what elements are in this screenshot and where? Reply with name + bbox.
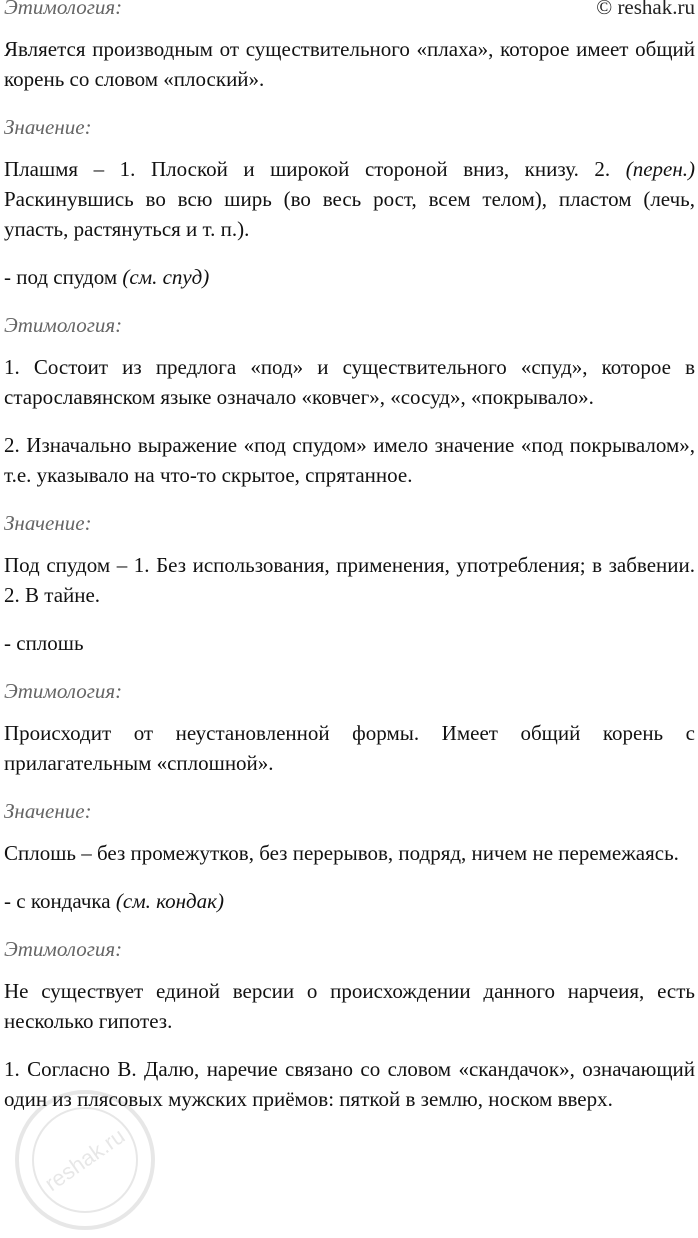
meaning-text-part: Плашмя – 1. Плоской и широкой стороной вниз, книзу. 2. (4, 157, 611, 181)
etymology-text-s-kondachka-1: 1. Согласно В. Далю, наречие связано со словом «скандачок», означающий один из плясовых мужских приёмов: пяткой в землю, носком вверх. (4, 1057, 695, 1111)
document-body (4, 0, 695, 1114)
term-pod-spudom (4, 262, 695, 292)
etymology-text-plashmya: Является производным от существительного «плаха», которое имеет общий корень со словом «плоский». (4, 37, 695, 91)
watermark-text: © reshak.ru (596, 0, 695, 19)
term-splosh: - сплошь (4, 631, 84, 655)
etymology-text-pod-spudom-1: 1. Состоит из предлога «под» и существительного «спуд», которое в старославянском языке означало «ковчег», «сосуд», «покрывало». (4, 355, 695, 409)
meaning-label: Значение: (4, 799, 92, 823)
meaning-text-part: Раскинувшись во всю ширь (во весь рост, всем телом), пластом (лечь, упасть, растянуться и т. п.). (4, 187, 695, 241)
etymology-label: Этимология: (4, 0, 123, 19)
term-note: (см. спуд) (122, 265, 210, 289)
etymology-text-splosh: Происходит от неустановленной формы. Имеет общий корень с прилагательным «сплошной». (4, 721, 695, 775)
etymology-text-pod-spudom-2: 2. Изначально выражение «под спудом» имело значение «под покрывалом», т.е. указывало на что-то скрытое, спрятанное. (4, 433, 695, 487)
stamp-text: reshak.ru (39, 1123, 130, 1197)
meaning-label: Значение: (4, 511, 92, 535)
term-s-kondachka (4, 886, 695, 916)
etymology-label: Этимология: (4, 937, 123, 961)
meaning-text-plashmya (4, 154, 695, 244)
meaning-text-pod-spudom: Под спудом – 1. Без использования, применения, употребления; в забвении. 2. В тайне. (4, 553, 695, 607)
term-text: - с кондачка (4, 889, 111, 913)
term-note: (см. кондак) (115, 889, 224, 913)
meaning-note: (перен.) (625, 157, 695, 181)
meaning-text-splosh: Сплошь – без промежутков, без перерывов, подряд, ничем не перемежаясь. (4, 841, 679, 865)
meaning-label: Значение: (4, 115, 92, 139)
etymology-text-s-kondachka: Не существует единой версии о происхождении данного нарчеия, есть несколько гипотез. (4, 979, 695, 1033)
term-text: - под спудом (4, 265, 118, 289)
etymology-label: Этимология: (4, 679, 123, 703)
etymology-label: Этимология: (4, 313, 123, 337)
